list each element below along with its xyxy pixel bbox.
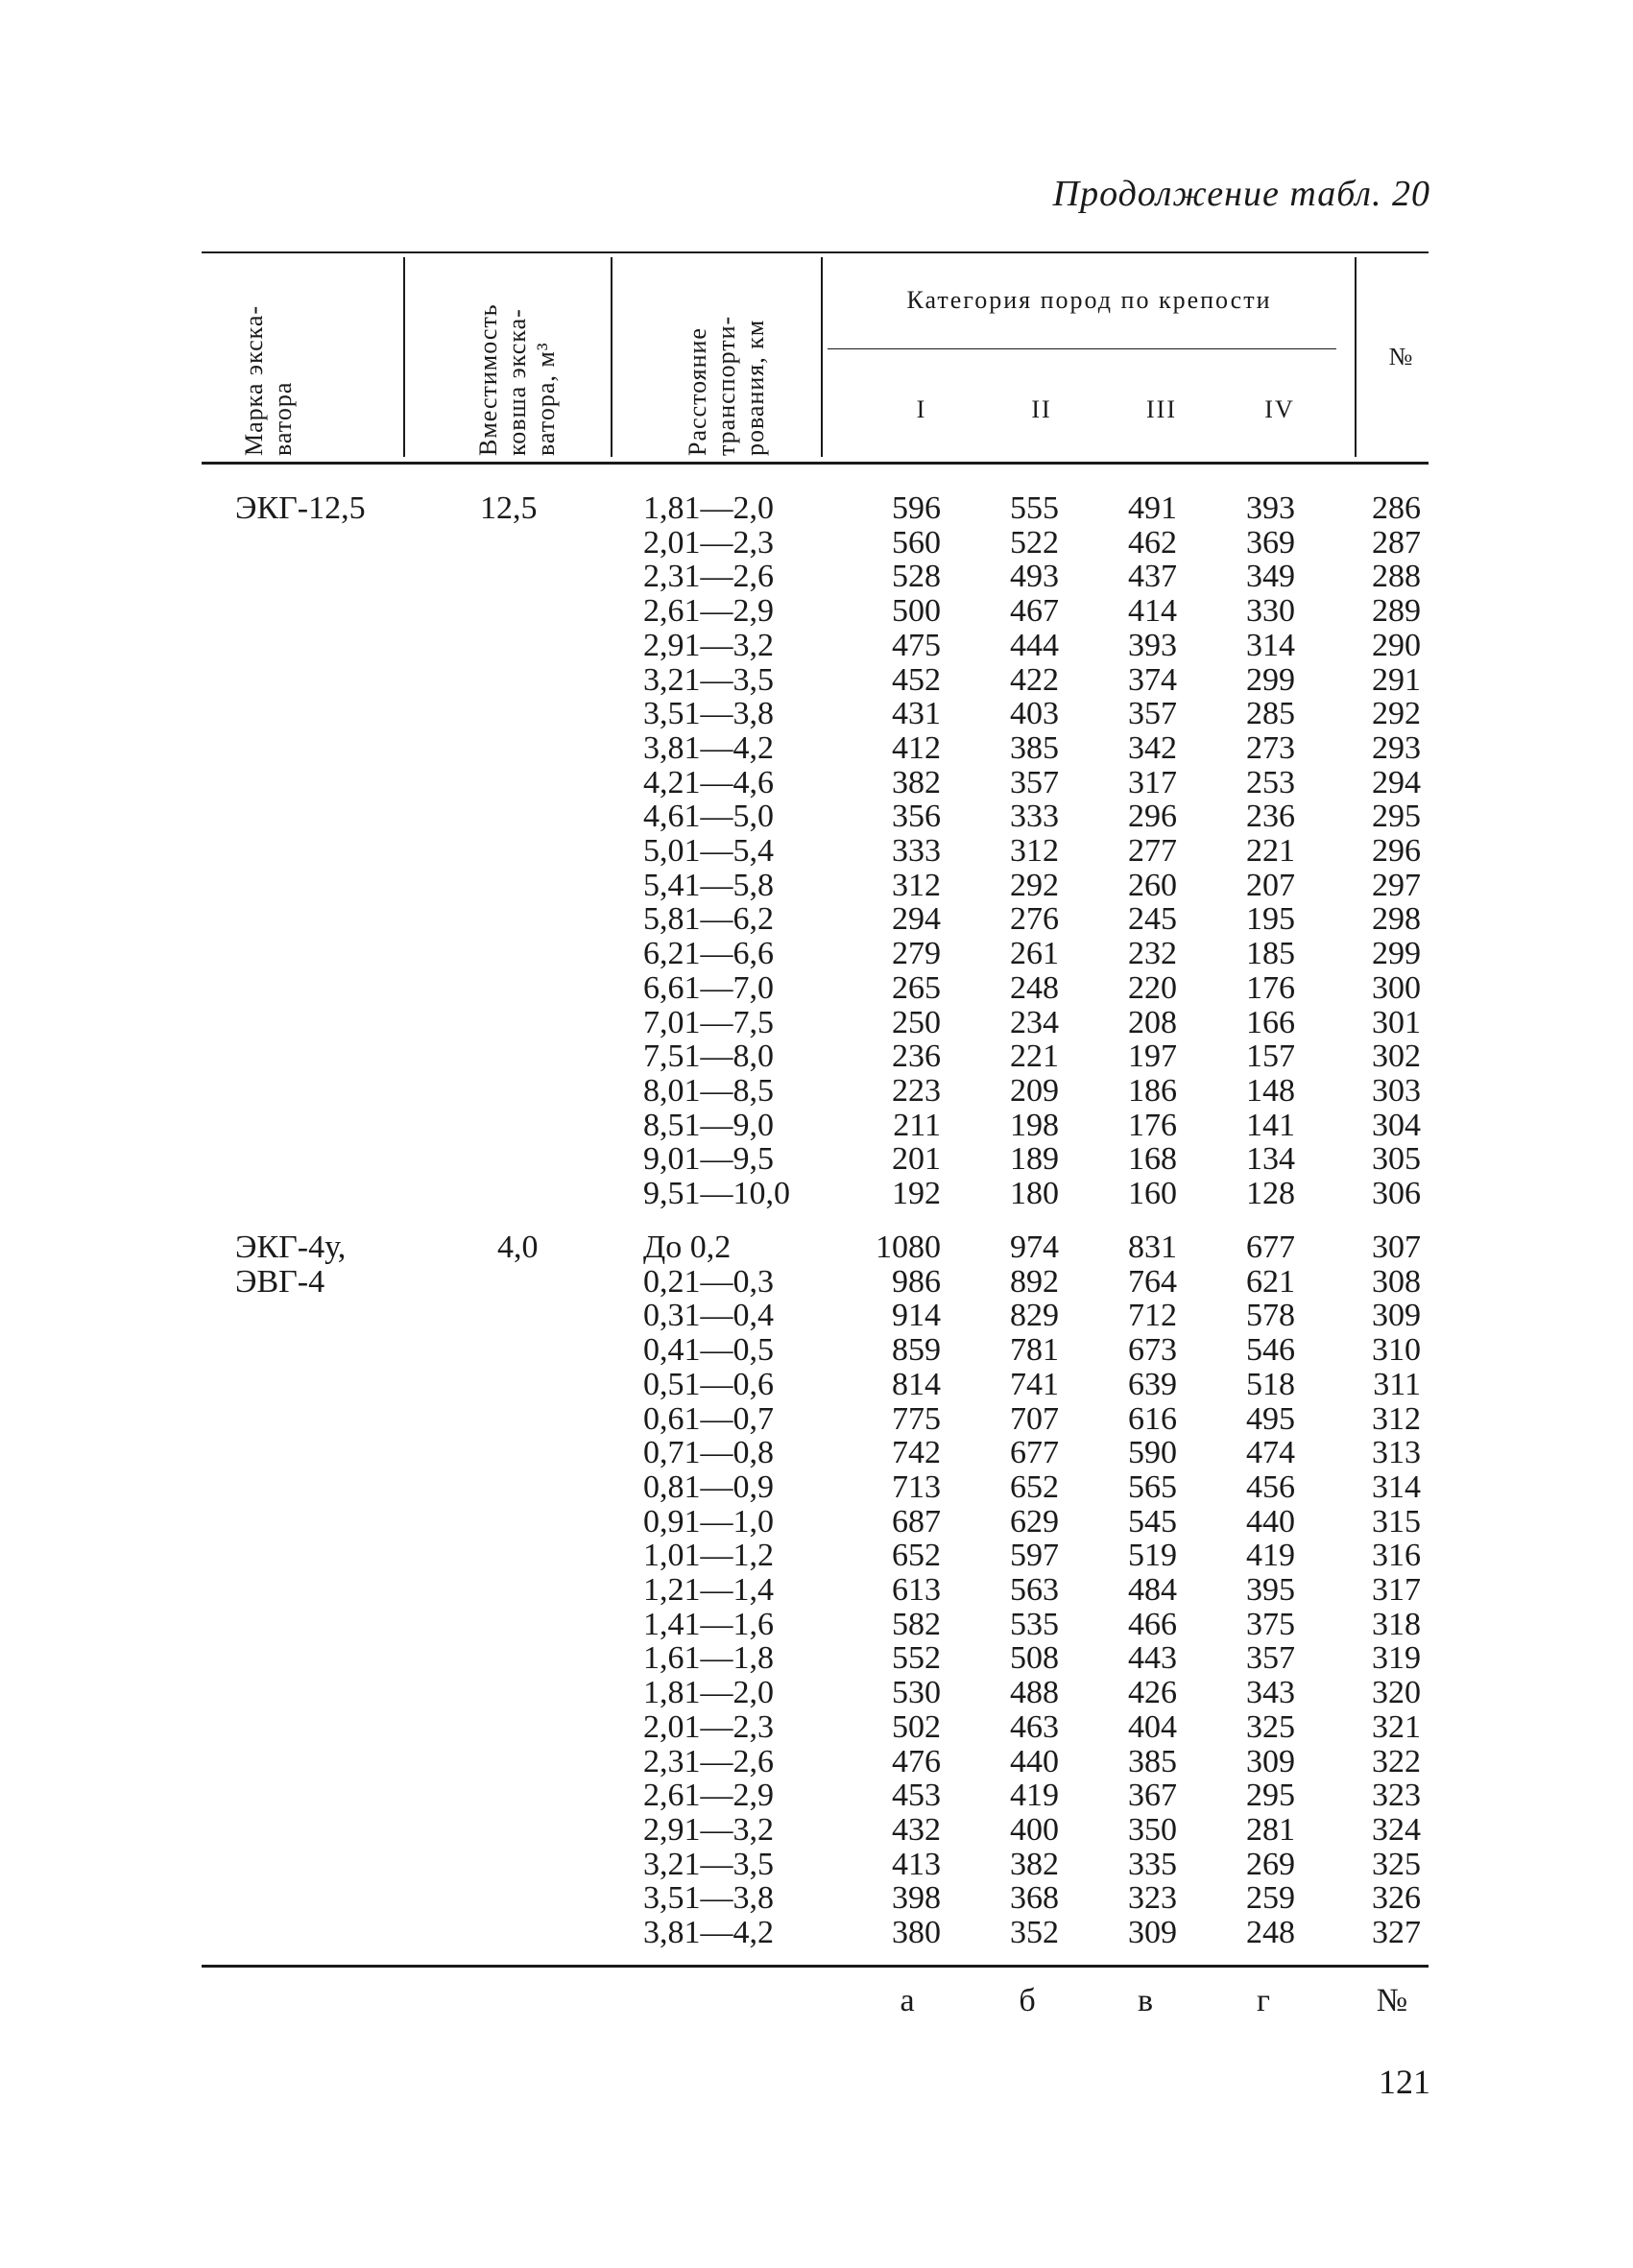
group-2-cat1-values-cell: 453	[892, 1778, 941, 1814]
group-1-distances-cell: 4,21—4,6	[643, 764, 774, 800]
group-2-distances-cell: 0,91—1,0	[643, 1503, 774, 1540]
group-2-cat2-values-cell: 352	[1010, 1915, 1059, 1951]
group-2-cat2-values-cell: 707	[1010, 1400, 1059, 1437]
group-2-cat2-values-cell: 488	[1010, 1675, 1059, 1711]
group-1-cat2-values-cell: 555	[1010, 490, 1059, 526]
group-2-cat1-values-cell: 582	[892, 1606, 941, 1642]
group-2-cat3-values-cell: 616	[1128, 1400, 1177, 1437]
group-1-row-numbers	[1325, 491, 1421, 1211]
group-1-cat3-values-cell: 374	[1128, 661, 1177, 698]
footer-label-g: г	[1257, 1983, 1270, 2018]
group-2-cat3-values	[1081, 1230, 1177, 1950]
group-2-cat3-values-cell: 426	[1128, 1675, 1177, 1711]
group-1-cat3-values-cell: 462	[1128, 524, 1177, 561]
group-2-cat4-values-cell: 248	[1246, 1915, 1295, 1951]
group-1-cat3-values-cell: 220	[1128, 969, 1177, 1006]
group-1-row-numbers-cell: 299	[1372, 936, 1421, 972]
group-1-cat3-values-cell: 168	[1128, 1141, 1177, 1178]
group-2-cat4-values-cell: 259	[1246, 1880, 1295, 1917]
group-2-cat4-values-cell: 474	[1246, 1435, 1295, 1471]
group-2-cat3-values-cell: 350	[1128, 1811, 1177, 1848]
group-1-cat3-values-cell: 232	[1128, 936, 1177, 972]
group-2-cat3-values-cell: 712	[1128, 1298, 1177, 1334]
group-1-cat2-values-cell: 385	[1010, 729, 1059, 766]
group-2-row-numbers-cell: 312	[1372, 1400, 1421, 1437]
group-1-cat3-values-cell: 197	[1128, 1039, 1177, 1075]
group-1-cat3-values-cell: 186	[1128, 1072, 1177, 1109]
group-1-volume: 12,5	[480, 490, 538, 526]
group-1-row-numbers-cell: 289	[1372, 593, 1421, 630]
group-1-distances-cell: 2,91—3,2	[643, 627, 774, 663]
header-category-4: IV	[1264, 395, 1295, 423]
group-2-distances-cell: 1,21—1,4	[643, 1572, 774, 1609]
group-2-distances-cell: 0,31—0,4	[643, 1298, 774, 1334]
group-1-cat2-values-cell: 357	[1010, 764, 1059, 800]
group-2-row-numbers-cell: 314	[1372, 1468, 1421, 1505]
group-2-distances-cell: 2,31—2,6	[643, 1743, 774, 1779]
group-2-row-numbers	[1325, 1230, 1421, 1950]
group-2-cat4-values-cell: 518	[1246, 1366, 1295, 1402]
header-volume: Вместимость ковша экска- ватора, м³	[474, 303, 560, 456]
group-2-cat1-values-cell: 914	[892, 1298, 941, 1334]
group-1-row-numbers-cell: 300	[1372, 969, 1421, 1006]
group-2-cat1-values-cell: 413	[892, 1846, 941, 1882]
header-col-divider-2	[611, 257, 612, 457]
group-1-distances-cell: 5,01—5,4	[643, 833, 774, 870]
group-2-distances-cell: 0,51—0,6	[643, 1366, 774, 1402]
group-1-cat1-values-cell: 452	[892, 661, 941, 698]
group-2-cat1-values-cell: 775	[892, 1400, 941, 1437]
group-2-cat2-values-cell: 419	[1010, 1778, 1059, 1814]
group-1-row-numbers-cell: 304	[1372, 1107, 1421, 1143]
group-1-cat1-values-cell: 265	[892, 969, 941, 1006]
group-1-row-numbers-cell: 292	[1372, 696, 1421, 732]
group-2-cat1-values-cell: 713	[892, 1468, 941, 1505]
group-1-cat4-values-cell: 176	[1246, 969, 1295, 1006]
group-2-cat3-values-cell: 673	[1128, 1332, 1177, 1369]
group-2-row-numbers-cell: 323	[1372, 1778, 1421, 1814]
group-2-cat1-values-cell: 687	[892, 1503, 941, 1540]
group-1-cat4-values-cell: 369	[1246, 524, 1295, 561]
group-2-cat3-values-cell: 519	[1128, 1538, 1177, 1574]
group-2-cat1-values-cell: 742	[892, 1435, 941, 1471]
group-2-cat3-values-cell: 831	[1128, 1229, 1177, 1265]
group-1-distances-cell: 9,01—9,5	[643, 1141, 774, 1178]
header-category-group: Категория пород по крепости	[906, 286, 1272, 314]
group-1-cat4-values-cell: 134	[1246, 1141, 1295, 1178]
group-1-cat1-values-cell: 279	[892, 936, 941, 972]
table-continuation-title: Продолжение табл. 20	[1052, 174, 1430, 214]
group-2-distances-cell: До 0,2	[643, 1229, 732, 1265]
group-2-cat4-values-cell: 357	[1246, 1640, 1295, 1677]
group-1-cat1-values-cell: 412	[892, 729, 941, 766]
group-1-cat1-values-cell: 431	[892, 696, 941, 732]
group-1-row-numbers-cell: 287	[1372, 524, 1421, 561]
group-2-cat4-values-cell: 677	[1246, 1229, 1295, 1265]
group-1-cat3-values-cell: 342	[1128, 729, 1177, 766]
group-1-cat1-values-cell: 250	[892, 1004, 941, 1040]
group-1-cat1-values-cell: 312	[892, 867, 941, 903]
group-2-row-numbers-cell: 308	[1372, 1263, 1421, 1300]
group-1-row-numbers-cell: 295	[1372, 799, 1421, 835]
group-2-distances	[643, 1230, 774, 1950]
group-1-cat2-values-cell: 312	[1010, 833, 1059, 870]
group-2-brand: ЭКГ-4у, ЭВГ-4	[235, 1229, 347, 1300]
group-2-cat3-values-cell: 484	[1128, 1572, 1177, 1609]
group-1-cat4-values-cell: 166	[1246, 1004, 1295, 1040]
group-2-distances-cell: 0,41—0,5	[643, 1332, 774, 1369]
group-1-cat2-values	[963, 491, 1059, 1211]
group-1-cat2-values-cell: 189	[1010, 1141, 1059, 1178]
group-1-row-numbers-cell: 291	[1372, 661, 1421, 698]
group-1-cat4-values-cell: 299	[1246, 661, 1295, 698]
group-2-cat3-values-cell: 466	[1128, 1606, 1177, 1642]
group-2-distances-cell: 0,21—0,3	[643, 1263, 774, 1300]
group-1-cat4-values-cell: 236	[1246, 799, 1295, 835]
group-1-distances-cell: 5,81—6,2	[643, 901, 774, 938]
group-2-distances-cell: 2,01—2,3	[643, 1708, 774, 1745]
group-2-cat2-values-cell: 974	[1010, 1229, 1059, 1265]
group-2-cat4-values-cell: 309	[1246, 1743, 1295, 1779]
group-1-distances-cell: 5,41—5,8	[643, 867, 774, 903]
group-1-row-numbers-cell: 303	[1372, 1072, 1421, 1109]
group-1-cat3-values-cell: 414	[1128, 593, 1177, 630]
group-1-cat3-values-cell: 260	[1128, 867, 1177, 903]
group-2-distances-cell: 2,61—2,9	[643, 1778, 774, 1814]
group-2-distances-cell: 2,91—3,2	[643, 1811, 774, 1848]
group-1-row-numbers-cell: 301	[1372, 1004, 1421, 1040]
group-2-distances-cell: 3,51—3,8	[643, 1880, 774, 1917]
group-2-cat4-values-cell: 295	[1246, 1778, 1295, 1814]
group-1-cat3-values-cell: 208	[1128, 1004, 1177, 1040]
group-2-cat2-values-cell: 368	[1010, 1880, 1059, 1917]
header-brand: Марка экска- ватора	[240, 304, 297, 456]
group-2-distances-cell: 1,61—1,8	[643, 1640, 774, 1677]
group-1-cat2-values-cell: 422	[1010, 661, 1059, 698]
header-col-divider-1	[403, 257, 405, 457]
group-1-cat2-values-cell: 234	[1010, 1004, 1059, 1040]
group-1-cat4-values-cell: 141	[1246, 1107, 1295, 1143]
group-2-row-numbers-cell: 309	[1372, 1298, 1421, 1334]
group-1-cat4-values-cell: 207	[1246, 867, 1295, 903]
group-2-cat2-values-cell: 535	[1010, 1606, 1059, 1642]
group-2-cat3-values-cell: 590	[1128, 1435, 1177, 1471]
group-2-row-numbers-cell: 313	[1372, 1435, 1421, 1471]
group-2-row-numbers-cell: 321	[1372, 1708, 1421, 1745]
group-2-cat1-values-cell: 1080	[876, 1229, 941, 1265]
header-top-rule	[202, 251, 1429, 253]
group-2-cat1-values	[845, 1230, 941, 1950]
group-2-distances-cell: 3,81—4,2	[643, 1915, 774, 1951]
group-2-cat1-values-cell: 613	[892, 1572, 941, 1609]
group-1-cat4-values-cell: 128	[1246, 1176, 1295, 1212]
group-1-cat2-values-cell: 522	[1010, 524, 1059, 561]
group-2-cat3-values-cell: 764	[1128, 1263, 1177, 1300]
group-1-cat3-values-cell: 296	[1128, 799, 1177, 835]
group-1-cat3-values	[1081, 491, 1177, 1211]
group-2-cat4-values-cell: 440	[1246, 1503, 1295, 1540]
group-1-distances-cell: 6,61—7,0	[643, 969, 774, 1006]
group-2-cat4-values-cell: 343	[1246, 1675, 1295, 1711]
group-1-row-numbers-cell: 294	[1372, 764, 1421, 800]
group-1-cat1-values-cell: 236	[892, 1039, 941, 1075]
header-bottom-rule	[202, 462, 1429, 465]
group-1-cat3-values-cell: 491	[1128, 490, 1177, 526]
group-1-cat4-values-cell: 273	[1246, 729, 1295, 766]
group-2-row-numbers-cell: 320	[1372, 1675, 1421, 1711]
header-category-3: III	[1146, 395, 1177, 423]
footer-label-b: б	[1019, 1983, 1036, 2018]
group-2-cat2-values-cell: 440	[1010, 1743, 1059, 1779]
group-2-cat2-values-cell: 382	[1010, 1846, 1059, 1882]
group-2-cat1-values-cell: 859	[892, 1332, 941, 1369]
group-2-cat3-values-cell: 565	[1128, 1468, 1177, 1505]
group-1-distances-cell: 8,51—9,0	[643, 1107, 774, 1143]
group-2-cat3-values-cell: 323	[1128, 1880, 1177, 1917]
group-2-cat2-values-cell: 597	[1010, 1538, 1059, 1574]
group-2-cat3-values-cell: 443	[1128, 1640, 1177, 1677]
group-2-cat3-values-cell: 335	[1128, 1846, 1177, 1882]
group-1-cat4-values-cell: 330	[1246, 593, 1295, 630]
group-1-distances	[643, 491, 790, 1211]
group-1-cat2-values-cell: 493	[1010, 559, 1059, 595]
group-1-row-numbers-cell: 298	[1372, 901, 1421, 938]
group-2-cat4-values-cell: 456	[1246, 1468, 1295, 1505]
group-1-distances-cell: 2,01—2,3	[643, 524, 774, 561]
group-2-cat1-values-cell: 530	[892, 1675, 941, 1711]
group-2-cat4-values-cell: 325	[1246, 1708, 1295, 1745]
page-number: 121	[1379, 2063, 1430, 2101]
group-1-distances-cell: 1,81—2,0	[643, 490, 774, 526]
group-2-cat2-values-cell: 652	[1010, 1468, 1059, 1505]
group-2-cat1-values-cell: 652	[892, 1538, 941, 1574]
group-2-row-numbers-cell: 318	[1372, 1606, 1421, 1642]
group-2-row-numbers-cell: 310	[1372, 1332, 1421, 1369]
group-1-distances-cell: 6,21—6,6	[643, 936, 774, 972]
group-1-cat3-values-cell: 437	[1128, 559, 1177, 595]
group-2-row-numbers-cell: 324	[1372, 1811, 1421, 1848]
group-2-row-numbers-cell: 326	[1372, 1880, 1421, 1917]
group-1-cat1-values-cell: 333	[892, 833, 941, 870]
group-2-row-numbers-cell: 325	[1372, 1846, 1421, 1882]
group-2-row-numbers-cell: 307	[1372, 1229, 1421, 1265]
footer-label-a: а	[900, 1983, 915, 2018]
group-1-cat2-values-cell: 403	[1010, 696, 1059, 732]
group-2-cat2-values-cell: 629	[1010, 1503, 1059, 1540]
group-2-cat4-values	[1199, 1230, 1295, 1950]
group-1-row-numbers-cell: 288	[1372, 559, 1421, 595]
group-1-cat2-values-cell: 292	[1010, 867, 1059, 903]
group-2-cat3-values-cell: 385	[1128, 1743, 1177, 1779]
group-1-cat2-values-cell: 209	[1010, 1072, 1059, 1109]
group-1-distances-cell: 2,61—2,9	[643, 593, 774, 630]
group-1-cat4-values-cell: 195	[1246, 901, 1295, 938]
group-1-cat1-values-cell: 201	[892, 1141, 941, 1178]
group-1-cat4-values-cell: 349	[1246, 559, 1295, 595]
group-1-cat4-values-cell: 285	[1246, 696, 1295, 732]
group-1-cat4-values-cell: 253	[1246, 764, 1295, 800]
group-2-row-numbers-cell: 322	[1372, 1743, 1421, 1779]
group-2-cat4-values-cell: 495	[1246, 1400, 1295, 1437]
group-2-cat3-values-cell: 404	[1128, 1708, 1177, 1745]
group-1-row-numbers-cell: 302	[1372, 1039, 1421, 1075]
header-category-1: I	[916, 395, 927, 423]
group-2-cat3-values-cell: 639	[1128, 1366, 1177, 1402]
header-number: №	[1388, 343, 1415, 370]
group-2-cat1-values-cell: 432	[892, 1811, 941, 1848]
group-1-distances-cell: 7,01—7,5	[643, 1004, 774, 1040]
group-1-row-numbers-cell: 305	[1372, 1141, 1421, 1178]
group-1-distances-cell: 7,51—8,0	[643, 1039, 774, 1075]
group-1-cat1-values-cell: 528	[892, 559, 941, 595]
group-1-cat2-values-cell: 248	[1010, 969, 1059, 1006]
group-2-cat1-values-cell: 476	[892, 1743, 941, 1779]
group-1-cat3-values-cell: 160	[1128, 1176, 1177, 1212]
group-2-distances-cell: 1,41—1,6	[643, 1606, 774, 1642]
footer-label-number: №	[1376, 1983, 1408, 2018]
group-2-cat2-values-cell: 741	[1010, 1366, 1059, 1402]
group-1-cat1-values-cell: 475	[892, 627, 941, 663]
group-1-cat4-values-cell: 393	[1246, 490, 1295, 526]
group-2-distances-cell: 0,81—0,9	[643, 1468, 774, 1505]
group-1-cat3-values-cell: 245	[1128, 901, 1177, 938]
group-2-cat3-values-cell: 545	[1128, 1503, 1177, 1540]
group-2-row-numbers-cell: 319	[1372, 1640, 1421, 1677]
group-1-cat3-values-cell: 357	[1128, 696, 1177, 732]
group-2-cat1-values-cell: 380	[892, 1915, 941, 1951]
group-1-distances-cell: 2,31—2,6	[643, 559, 774, 595]
group-1-cat2-values-cell: 198	[1010, 1107, 1059, 1143]
group-1-row-numbers-cell: 293	[1372, 729, 1421, 766]
group-2-cat1-values-cell: 502	[892, 1708, 941, 1745]
group-1-cat4-values-cell: 185	[1246, 936, 1295, 972]
group-1-cat2-values-cell: 333	[1010, 799, 1059, 835]
group-2-distances-cell: 3,21—3,5	[643, 1846, 774, 1882]
group-1-cat2-values-cell: 180	[1010, 1176, 1059, 1212]
group-1-row-numbers-cell: 286	[1372, 490, 1421, 526]
group-1-cat1-values-cell: 211	[893, 1107, 941, 1143]
group-2-cat4-values-cell: 621	[1246, 1263, 1295, 1300]
group-2-cat2-values-cell: 677	[1010, 1435, 1059, 1471]
group-1-cat3-values-cell: 393	[1128, 627, 1177, 663]
group-1-distances-cell: 3,51—3,8	[643, 696, 774, 732]
group-2-cat3-values-cell: 367	[1128, 1778, 1177, 1814]
group-2-cat4-values-cell: 281	[1246, 1811, 1295, 1848]
group-1-cat2-values-cell: 467	[1010, 593, 1059, 630]
group-2-cat4-values-cell: 546	[1246, 1332, 1295, 1369]
group-1-cat4-values-cell: 314	[1246, 627, 1295, 663]
group-2-cat1-values-cell: 986	[892, 1263, 941, 1300]
group-2-row-numbers-cell: 316	[1372, 1538, 1421, 1574]
group-2-cat4-values-cell: 578	[1246, 1298, 1295, 1334]
group-2-cat2-values-cell: 892	[1010, 1263, 1059, 1300]
group-2-cat2-values	[963, 1230, 1059, 1950]
group-1-cat2-values-cell: 261	[1010, 936, 1059, 972]
footer-label-v: в	[1137, 1983, 1154, 2018]
group-2-cat2-values-cell: 508	[1010, 1640, 1059, 1677]
group-1-cat1-values-cell: 560	[892, 524, 941, 561]
group-2-cat2-values-cell: 563	[1010, 1572, 1059, 1609]
group-1-cat3-values-cell: 277	[1128, 833, 1177, 870]
group-2-cat2-values-cell: 463	[1010, 1708, 1059, 1745]
group-2-cat3-values-cell: 309	[1128, 1915, 1177, 1951]
group-1-distances-cell: 4,61—5,0	[643, 799, 774, 835]
group-2-cat4-values-cell: 269	[1246, 1846, 1295, 1882]
group-1-cat1-values	[845, 491, 941, 1211]
group-1-brand: ЭКГ-12,5	[235, 490, 366, 526]
group-2-cat1-values-cell: 398	[892, 1880, 941, 1917]
group-2-cat4-values-cell: 375	[1246, 1606, 1295, 1642]
group-1-cat3-values-cell: 176	[1128, 1107, 1177, 1143]
group-1-cat1-values-cell: 500	[892, 593, 941, 630]
category-divider-rule	[828, 348, 1336, 349]
group-2-row-numbers-cell: 311	[1373, 1366, 1421, 1402]
table-bottom-rule	[202, 1965, 1429, 1968]
group-2-cat2-values-cell: 781	[1010, 1332, 1059, 1369]
group-2-cat4-values-cell: 419	[1246, 1538, 1295, 1574]
group-1-cat1-values-cell: 596	[892, 490, 941, 526]
header-col-divider-3	[821, 257, 823, 457]
group-2-cat2-values-cell: 400	[1010, 1811, 1059, 1848]
group-2-row-numbers-cell: 315	[1372, 1503, 1421, 1540]
group-1-cat4-values-cell: 157	[1246, 1039, 1295, 1075]
group-1-cat1-values-cell: 294	[892, 901, 941, 938]
group-1-distances-cell: 3,81—4,2	[643, 729, 774, 766]
group-1-cat4-values-cell: 221	[1246, 833, 1295, 870]
header-distance: Расстояние транспорти- рования, км	[684, 315, 769, 456]
group-2-cat2-values-cell: 829	[1010, 1298, 1059, 1334]
group-1-row-numbers-cell: 306	[1372, 1176, 1421, 1212]
group-1-row-numbers-cell: 296	[1372, 833, 1421, 870]
group-1-cat2-values-cell: 444	[1010, 627, 1059, 663]
group-2-distances-cell: 1,01—1,2	[643, 1538, 774, 1574]
group-1-cat1-values-cell: 382	[892, 764, 941, 800]
group-1-cat2-values-cell: 221	[1010, 1039, 1059, 1075]
group-1-row-numbers-cell: 297	[1372, 867, 1421, 903]
group-1-cat4-values-cell: 148	[1246, 1072, 1295, 1109]
group-2-cat4-values-cell: 395	[1246, 1572, 1295, 1609]
group-1-cat1-values-cell: 223	[892, 1072, 941, 1109]
group-2-distances-cell: 1,81—2,0	[643, 1675, 774, 1711]
group-1-cat3-values-cell: 317	[1128, 764, 1177, 800]
group-2-volume: 4,0	[497, 1229, 539, 1265]
group-1-distances-cell: 9,51—10,0	[643, 1176, 790, 1212]
header-col-divider-4	[1355, 257, 1357, 457]
group-2-distances-cell: 0,71—0,8	[643, 1435, 774, 1471]
group-1-cat4-values	[1199, 491, 1295, 1211]
header-category-2: II	[1031, 395, 1052, 423]
group-1-cat1-values-cell: 192	[892, 1176, 941, 1212]
group-1-cat2-values-cell: 276	[1010, 901, 1059, 938]
group-1-distances-cell: 3,21—3,5	[643, 661, 774, 698]
group-1-cat1-values-cell: 356	[892, 799, 941, 835]
group-2-cat1-values-cell: 552	[892, 1640, 941, 1677]
group-1-row-numbers-cell: 290	[1372, 627, 1421, 663]
group-2-row-numbers-cell: 317	[1372, 1572, 1421, 1609]
group-1-distances-cell: 8,01—8,5	[643, 1072, 774, 1109]
group-2-cat1-values-cell: 814	[892, 1366, 941, 1402]
group-2-distances-cell: 0,61—0,7	[643, 1400, 774, 1437]
group-2-row-numbers-cell: 327	[1372, 1915, 1421, 1951]
